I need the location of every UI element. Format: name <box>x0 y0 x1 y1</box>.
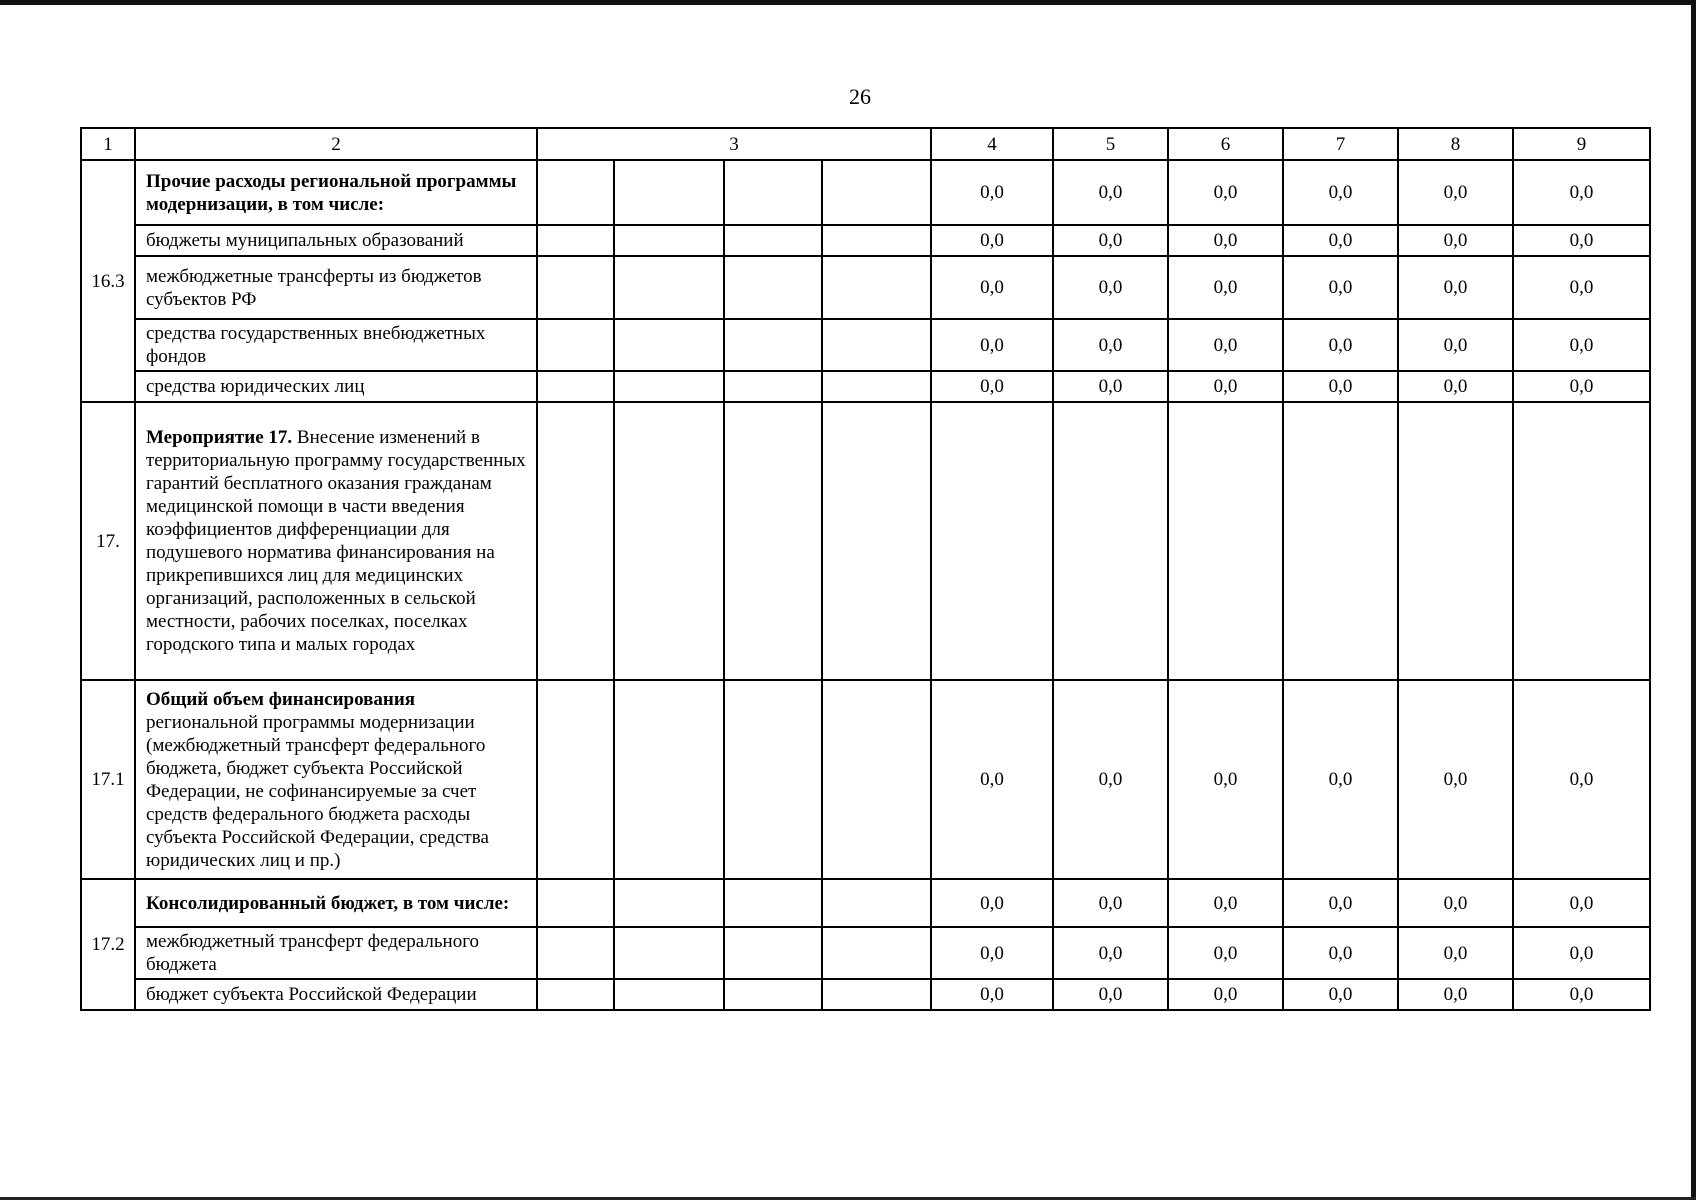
value-cell: 0,0 <box>1398 371 1513 402</box>
value-cell: 0,0 <box>931 160 1053 225</box>
table-row <box>81 879 1650 927</box>
value-cell: 0,0 <box>1283 979 1398 1010</box>
value-cell: 0,0 <box>1168 160 1283 225</box>
row-description <box>135 680 537 879</box>
value-cell: 0,0 <box>1398 879 1513 927</box>
table-row <box>81 927 1650 979</box>
row-description-text: бюджеты муниципальных образований <box>146 230 464 251</box>
empty-cell <box>614 319 724 371</box>
value-cell <box>1398 402 1513 680</box>
table-row <box>81 371 1650 402</box>
empty-cell <box>822 680 931 879</box>
page-number: 26 <box>849 84 871 109</box>
value-cell: 0,0 <box>1398 225 1513 256</box>
value-cell: 0,0 <box>1168 256 1283 319</box>
table-header-row <box>81 128 1650 160</box>
row-number: 17.1 <box>81 680 135 879</box>
empty-cell <box>614 256 724 319</box>
empty-cell <box>537 879 614 927</box>
row-description-bold: Мероприятие 17. <box>146 427 293 448</box>
empty-cell <box>537 680 614 879</box>
value-cell: 0,0 <box>1168 371 1283 402</box>
empty-cell <box>822 160 931 225</box>
value-cell: 0,0 <box>1398 979 1513 1010</box>
empty-cell <box>822 256 931 319</box>
table-row <box>81 319 1650 371</box>
value-cell: 0,0 <box>1513 879 1650 927</box>
header-cell: 4 <box>931 128 1053 160</box>
empty-cell <box>724 256 822 319</box>
empty-cell <box>822 402 931 680</box>
financing-table <box>80 127 1651 1011</box>
value-cell: 0,0 <box>931 319 1053 371</box>
scan-border-right <box>1691 0 1696 1200</box>
empty-cell <box>614 402 724 680</box>
value-cell: 0,0 <box>1168 979 1283 1010</box>
empty-cell <box>614 160 724 225</box>
table-row <box>81 256 1650 319</box>
empty-cell <box>537 371 614 402</box>
empty-cell <box>822 319 931 371</box>
empty-cell <box>724 680 822 879</box>
value-cell: 0,0 <box>1398 319 1513 371</box>
row-description-bold: Консолидированный бюджет, в том числе: <box>146 892 510 914</box>
empty-cell <box>614 927 724 979</box>
value-cell: 0,0 <box>1398 160 1513 225</box>
row-description-text: Внесение изменений в территориальную программу государственных гарантий бесплатного оказания гражданам медицинской помощи в части введения коэффициентов дифференциации для подушевого норматива финансирования на прикрепившихся лиц для медицинских организаций, расположенных в сельской местности, рабочих поселках, поселках городского типа и малых городах <box>146 427 526 655</box>
value-cell: 0,0 <box>931 680 1053 879</box>
value-cell: 0,0 <box>1053 879 1168 927</box>
header-cell: 5 <box>1053 128 1168 160</box>
row-number: 17.2 <box>81 879 135 1010</box>
empty-cell <box>537 256 614 319</box>
empty-cell <box>822 225 931 256</box>
value-cell: 0,0 <box>931 979 1053 1010</box>
value-cell: 0,0 <box>1398 927 1513 979</box>
row-number: 16.3 <box>81 160 135 402</box>
empty-cell <box>822 371 931 402</box>
empty-cell <box>537 319 614 371</box>
value-cell: 0,0 <box>1513 927 1650 979</box>
value-cell: 0,0 <box>1168 879 1283 927</box>
value-cell: 0,0 <box>1513 371 1650 402</box>
value-cell: 0,0 <box>1283 680 1398 879</box>
value-cell: 0,0 <box>1053 927 1168 979</box>
header-cell: 1 <box>81 128 135 160</box>
row-description <box>135 225 537 256</box>
value-cell <box>1168 402 1283 680</box>
value-cell: 0,0 <box>1398 256 1513 319</box>
value-cell: 0,0 <box>1513 225 1650 256</box>
value-cell: 0,0 <box>931 371 1053 402</box>
empty-cell <box>537 160 614 225</box>
row-description-text: межбюджетный трансферт федерального бюджета <box>146 931 480 975</box>
header-cell: 2 <box>135 128 537 160</box>
empty-cell <box>724 160 822 225</box>
empty-cell <box>537 927 614 979</box>
value-cell: 0,0 <box>1283 256 1398 319</box>
empty-cell <box>537 225 614 256</box>
value-cell: 0,0 <box>1513 160 1650 225</box>
empty-cell <box>822 879 931 927</box>
empty-cell <box>724 371 822 402</box>
value-cell: 0,0 <box>931 927 1053 979</box>
scan-border-top <box>0 0 1696 5</box>
empty-cell <box>724 319 822 371</box>
value-cell: 0,0 <box>931 879 1053 927</box>
empty-cell <box>614 879 724 927</box>
value-cell: 0,0 <box>1053 225 1168 256</box>
value-cell: 0,0 <box>1053 979 1168 1010</box>
table-row <box>81 680 1650 879</box>
empty-cell <box>724 927 822 979</box>
value-cell <box>1053 402 1168 680</box>
empty-cell <box>724 402 822 680</box>
empty-cell <box>614 680 724 879</box>
header-cell: 9 <box>1513 128 1650 160</box>
value-cell: 0,0 <box>1168 927 1283 979</box>
value-cell: 0,0 <box>1168 680 1283 879</box>
value-cell <box>1513 402 1650 680</box>
value-cell: 0,0 <box>1513 256 1650 319</box>
empty-cell <box>724 879 822 927</box>
row-number: 17. <box>81 402 135 680</box>
row-description-text: межбюджетные трансферты из бюджетов субъектов РФ <box>146 265 482 310</box>
empty-cell <box>614 225 724 256</box>
table-row <box>81 979 1650 1010</box>
value-cell: 0,0 <box>1168 319 1283 371</box>
row-description <box>135 402 537 680</box>
empty-cell <box>614 979 724 1010</box>
value-cell: 0,0 <box>1053 680 1168 879</box>
empty-cell <box>724 979 822 1010</box>
row-description-bold: Общий объем финансирования <box>146 688 416 710</box>
header-cell: 7 <box>1283 128 1398 160</box>
empty-cell <box>537 979 614 1010</box>
value-cell: 0,0 <box>1053 160 1168 225</box>
row-description-text: бюджет субъекта Российской Федерации <box>146 984 477 1005</box>
value-cell: 0,0 <box>1513 319 1650 371</box>
value-cell: 0,0 <box>931 225 1053 256</box>
empty-cell <box>822 927 931 979</box>
value-cell: 0,0 <box>1283 160 1398 225</box>
row-description <box>135 927 537 979</box>
value-cell: 0,0 <box>1283 879 1398 927</box>
row-description <box>135 371 537 402</box>
value-cell: 0,0 <box>1283 319 1398 371</box>
value-cell: 0,0 <box>1283 225 1398 256</box>
value-cell: 0,0 <box>1513 979 1650 1010</box>
row-description <box>135 160 537 225</box>
value-cell: 0,0 <box>1053 371 1168 402</box>
row-description <box>135 979 537 1010</box>
header-cell: 6 <box>1168 128 1283 160</box>
table-row <box>81 160 1650 225</box>
row-description-bold: Прочие расходы региональной программы модернизации, в том числе: <box>146 170 517 215</box>
value-cell: 0,0 <box>1283 371 1398 402</box>
header-cell: 3 <box>537 128 931 160</box>
value-cell <box>931 402 1053 680</box>
row-description <box>135 256 537 319</box>
header-cell: 8 <box>1398 128 1513 160</box>
value-cell: 0,0 <box>1053 319 1168 371</box>
row-description-text: средства юридических лиц <box>146 376 365 397</box>
value-cell: 0,0 <box>1398 680 1513 879</box>
empty-cell <box>724 225 822 256</box>
empty-cell <box>614 371 724 402</box>
value-cell: 0,0 <box>1283 927 1398 979</box>
value-cell: 0,0 <box>1053 256 1168 319</box>
value-cell <box>1283 402 1398 680</box>
value-cell: 0,0 <box>931 256 1053 319</box>
empty-cell <box>537 402 614 680</box>
table-row <box>81 402 1650 680</box>
row-description-text: региональной программы модернизации (межбюджетный трансферт федерального бюджета, бюджет субъекта Российской Федерации, не софинансируемые за счет средств федерального бюджета расходы субъекта Российской Федерации, средства юридических лиц и пр.) <box>146 711 489 871</box>
table-row <box>81 225 1650 256</box>
empty-cell <box>822 979 931 1010</box>
value-cell: 0,0 <box>1168 225 1283 256</box>
row-description-text: средства государственных внебюджетных фондов <box>146 323 486 367</box>
value-cell: 0,0 <box>1513 680 1650 879</box>
row-description <box>135 879 537 927</box>
row-description <box>135 319 537 371</box>
